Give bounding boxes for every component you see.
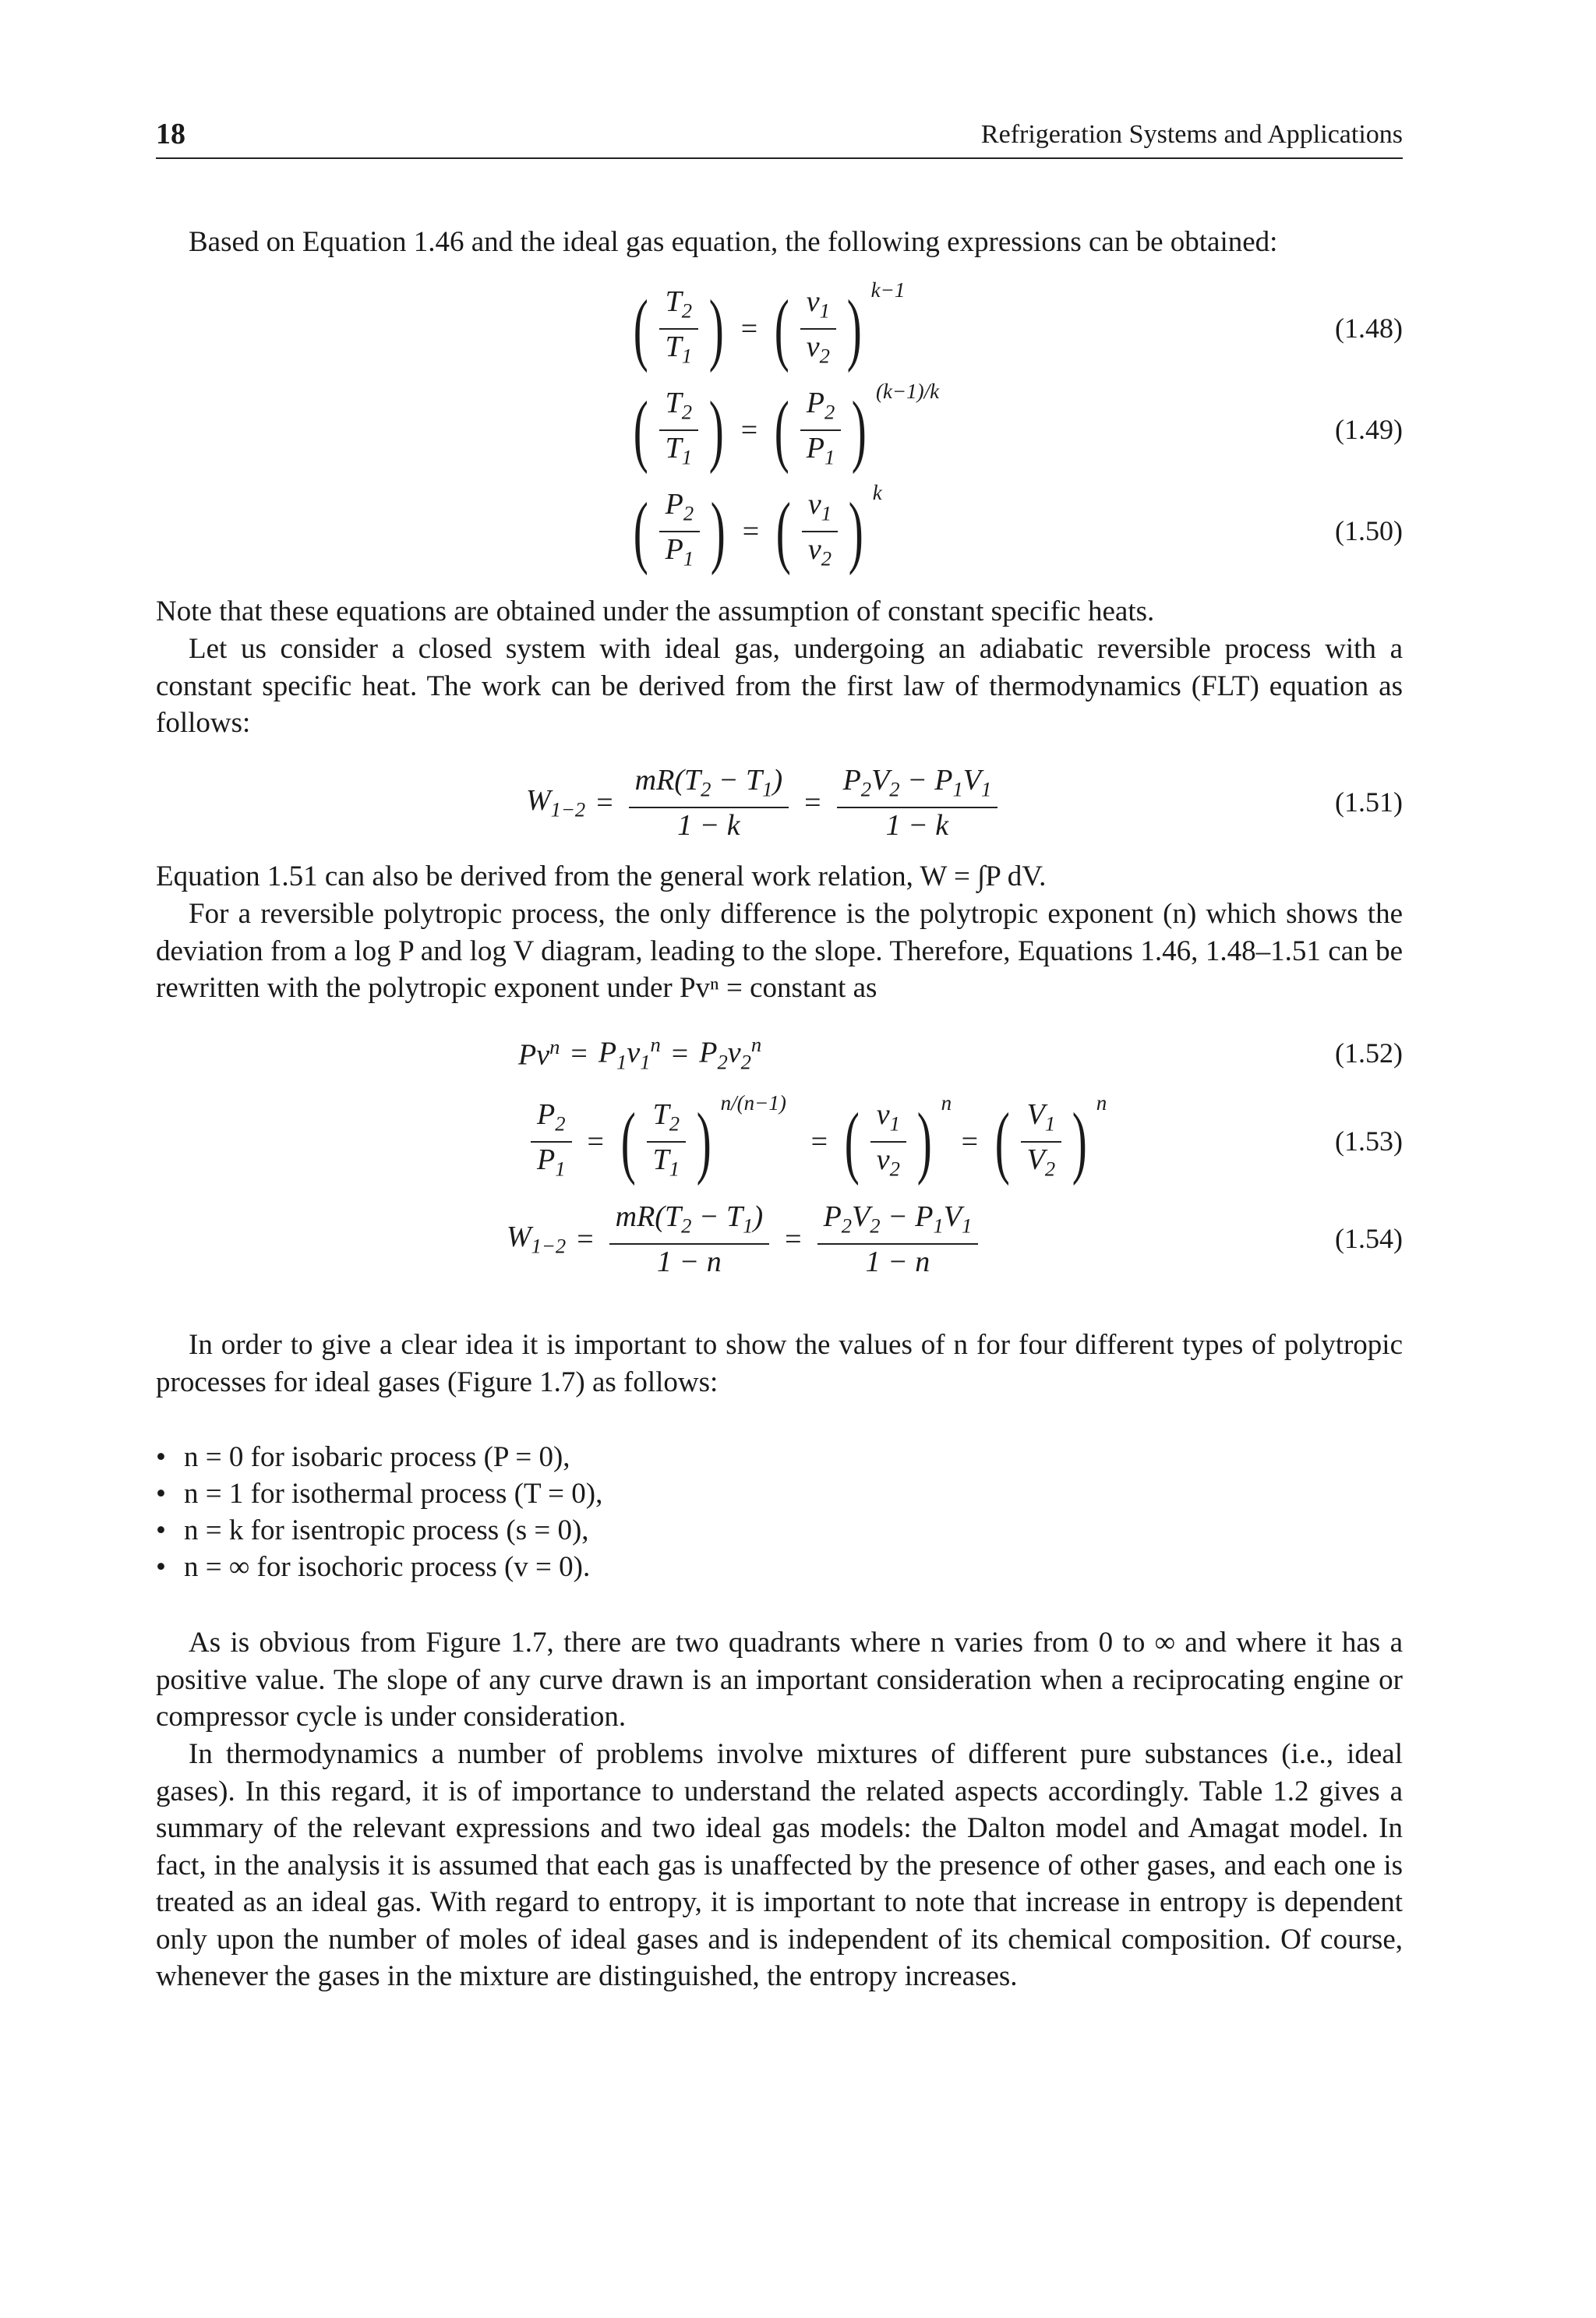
equation-number: (1.48) [1335, 313, 1403, 344]
equation-1-49: ( $\frac{T_2}{T_1}$ ) = ( $\frac{P_2}{P_1}$ ) (k−1)/k [633, 380, 940, 475]
intro-paragraph: Based on Equation 1.46 and the ideal gas equation, the following expressions can be obtained: [189, 226, 1278, 258]
equation-number: (1.50) [1335, 515, 1403, 546]
equation-number: (1.49) [1335, 414, 1403, 445]
exponent: n [941, 1091, 952, 1115]
exponent: n [1096, 1091, 1107, 1115]
closed-system-paragraph: Let us consider a closed system with ideal gas, undergoing an adiabatic reversible process with a constant specific heat. The work can be derived from the first law of thermodynamics (FLT) equation as follows: [156, 633, 1403, 739]
equation-number: (1.54) [1335, 1223, 1403, 1254]
exponent: n/(n−1) [720, 1091, 786, 1115]
equation-1-53: $\frac{P_2}{P_1}$ = ( $\frac{T_2}{T_1}$ ) n/(n−1) = ( $\frac{v_1}{v_2}$ ) n = ( $\frac{V_1}{V_2}$ ) n [526, 1118, 1093, 1165]
note-paragraph: Note that these equations are obtained under the assumption of constant specific heats. [156, 595, 1155, 627]
exponent: k [872, 481, 882, 505]
values-paragraph: In order to give a clear idea it is important to show the values of n for four different types of polytropic processes for ideal gases (Figure 1.7) as follows: [156, 1329, 1403, 1398]
exponent: (k−1)/k [875, 380, 940, 404]
page-header [156, 117, 1403, 159]
equation-1-51: $W_{1-2}$ = $\frac{mR(T_2 - T_1)}{1 - k}$ = $\frac{P_2V_2 - P_1V_1}{1 - k}$ [526, 779, 1002, 826]
equation-number: (1.53) [1335, 1125, 1403, 1157]
equation-1-52: Pv$^n$ = $P_1v_1^n$ = $P_2v_2^n$ [518, 1033, 762, 1074]
equation-number: (1.52) [1335, 1037, 1403, 1069]
page-number: 18 [156, 118, 185, 150]
figure-paragraph: As is obvious from Figure 1.7, there are two quadrants where n varies from 0 to ∞ and where it has a positive value. The slope of any curve drawn is an important consideration when a reciprocating engine or compressor cycle is under consideration. [156, 1627, 1403, 1733]
equation-1-51-paragraph: Equation 1.51 can also be derived from the general work relation, W = ∫P dV. [156, 860, 1047, 892]
polytropic-paragraph: For a reversible polytropic process, the only difference is the polytropic exponent (n) which shows the deviation from a log P and log V diagram, leading to the slope. Therefore, Equations 1.46, 1.48–1.51 can be rewritten with the polytropic exponent under Pvⁿ = constant as [156, 898, 1403, 1004]
mixtures-paragraph: In thermodynamics a number of problems involve mixtures of different pure substances (i.e., ideal gases). In this regard, it is of importance to understand the related aspects accordingly. Table 1.2 gives a summary of the relevant expressions and two ideal gas models: the Dalton model and Amagat model. In fact, in the analysis it is assumed that each gas is unaffected by the presence of other gases, and each one is treated as an ideal gas. With regard to entropy, it is important to note that increase in entropy is dependent only upon the number of moles of ideal gases and is independent of its chemical composition. Of course, whenever the gases in the mixture are distinguished, the entropy increases. [156, 1738, 1403, 1992]
equation-1-54: $W_{1-2}$ = $\frac{mR(T_2 - T_1)}{1 - n}$ = $\frac{P_2V_2 - P_1V_1}{1 - n}$ [507, 1216, 983, 1263]
equation-1-50: ( $\frac{P_2}{P_1}$ ) = ( $\frac{v_1}{v_2}$ ) k [633, 481, 882, 576]
equation-number: (1.51) [1335, 786, 1403, 818]
equation-1-48: ( $\frac{T_2}{T_1}$ ) = ( $\frac{v_1}{v_2}$ ) k−1 [633, 278, 906, 373]
running-title: Refrigeration Systems and Applications [980, 120, 1403, 149]
exponent: k−1 [870, 278, 906, 302]
book-page: 18 Refrigeration Systems and Applications Based on Equation 1.46 and the ideal gas equation, the following expressions can be obtained: ( $\frac{T_2}{T_1}$ ) = ( $\frac{v_1}{v_2}$ ) k−1 (1.48) ( $\frac{T_2}{T_1}$ ) = ( $\frac{P_2}{P_1}$ ) (k−1)/k (1.49) ( $\frac{P_2}{P_1}$ ) = ( $\frac{v_1}{v_2}$ ) k (1.50) Note that these equations are obtained under the assumption of constant specific heats. Let us consider a closed system with ideal gas, undergoing an adiabatic reversible process with a constant specific heat. The work can be derived from the first law of thermodynamics (FLT) equation as follows: $W_{1-2}$ = $\frac{mR(T_2 - T_1)}{1 - k}$ = $\frac{P_2V_2 - P_1V_1}{1 - k}$ (1.51) Equation 1.51 can also be derived from the general work relation, W = ∫P dV. For a reversible polytropic process, the only difference is the polytropic exponent (n) which shows the deviation from a log P and log V diagram, leading to the slope. Therefore, Equations 1.46, 1.48–1.51 can be rewritten with the polytropic exponent under Pvⁿ = constant as Pv$^n$ = $P_1v_1^n$ = $P_2v_2^n$ (1.52) $\frac{P_2}{P_1}$ = ( $\frac{T_2}{T_1}$ ) n/(n−1) = ( $\frac{v_1}{v_2}$ ) n = ( $\frac{V_1}{V_2}$ ) n (1.53) $W_{1-2}$ = $\frac{mR(T_2 - T_1)}{1 - n}$ = $\frac{P_2V_2 - P_1V_1}{1 - n}$ (1.54) In order to give a clear idea it is important to show the values of n for four different types of polytropic processes for ideal gases (Figure 1.7) as follows: • n = 0 for isobaric process (P = 0), • n = 1 for isothermal process (T = 0), • n = k for isentropic process (s = 0), • n = ∞ for isochoric process (v = 0). As is obvious from Figure 1.7, there are two quadrants where n varies from 0 to ∞ and where it has a positive value. The slope of any curve drawn is an important consideration when a reciprocating engine or compressor cycle is under consideration. In thermodynamics a number of problems involve mixtures of different pure substances (i.e., ideal gases). In this regard, it is of importance to understand the related aspects accordingly. Table 1.2 gives a summary of the relevant expressions and two ideal gas models: the Dalton model and Amagat model. In fact, in the analysis it is assumed that each gas is unaffected by the presence of other gases, and each one is treated as an ideal gas. With regard to entropy, it is important to note that increase in entropy is dependent only upon the number of moles of ideal gases and is independent of its chemical composition. Of course, whenever the gases in the mixture are distinguished, the entropy increases. [0, 0, 1596, 2318]
